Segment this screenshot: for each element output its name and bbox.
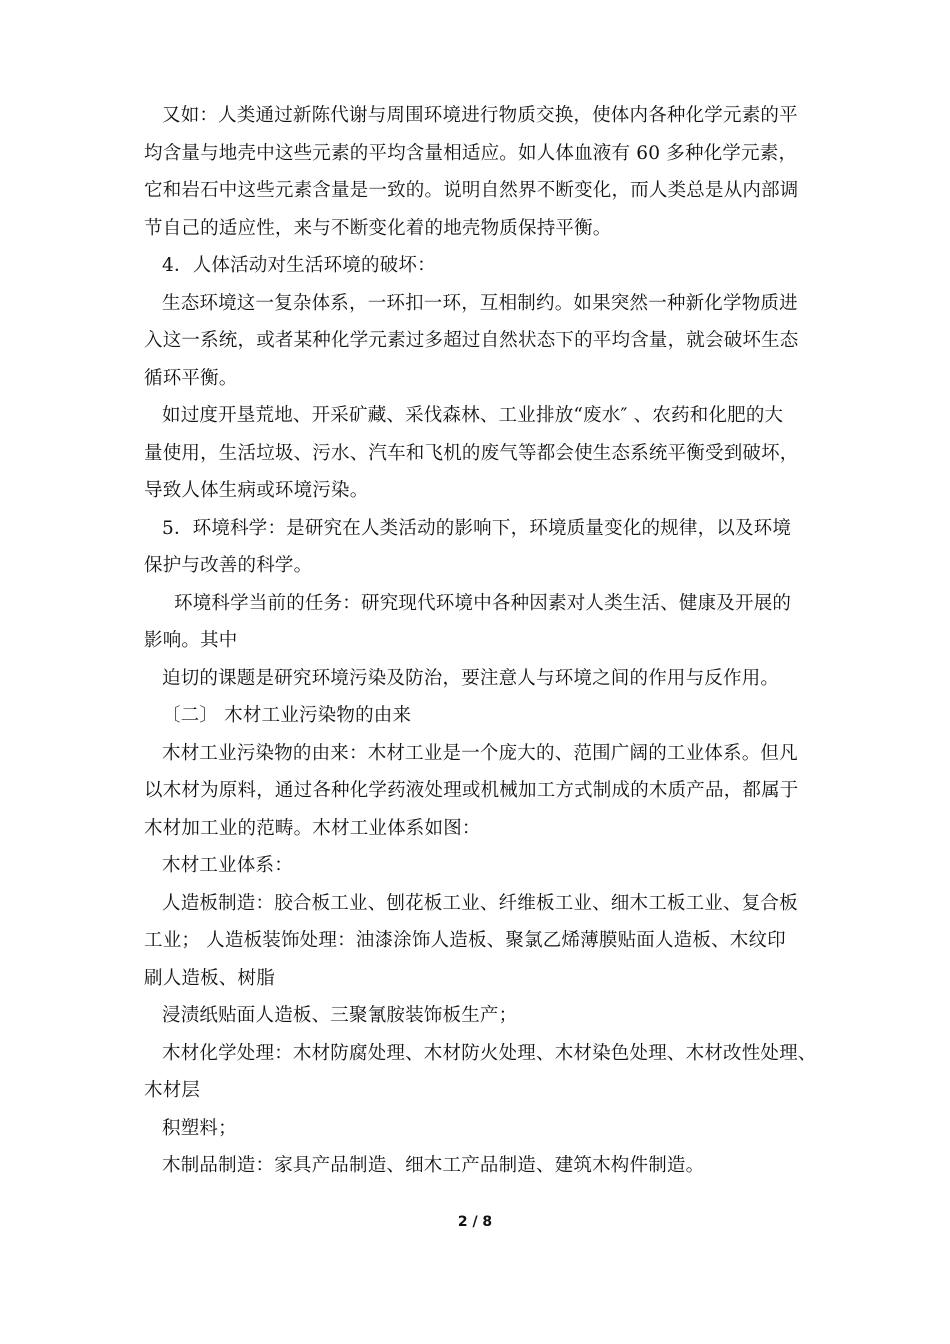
text-line: 它和岩石中这些元素含量是一致的。说明自然界不断变化，而人类总是从内部调 [144,180,799,201]
text-line: 木材层 [144,1080,201,1101]
text-line: 节自己的适应性，来与不断变化着的地壳物质保持平衡。 [144,218,612,239]
text-line: 环境科学当前的任务：研究现代环境中各种因素对人类生活、健康及开展的 [174,593,792,614]
text-line: 木材加工业的范畴。木材工业体系如图： [144,818,481,839]
text-line: 入这一系统，或者某种化学元素过多超过自然状态下的平均含量，就会破坏生态 [144,330,799,351]
text-line: 保护与改善的科学。 [144,555,313,576]
text-line: 均含量与地壳中这些元素的平均含量相适应。如人体血液有 60 多种化学元素， [144,143,798,164]
text-line: 生态环境这一复杂体系，一环扣一环，互相制约。如果突然一种新化学物质进 [162,293,798,314]
text-line: 影响。其中 [144,630,238,651]
text-line: 木材工业体系： [162,855,293,876]
text-line: 以木材为原料，通过各种化学药液处理或机械加工方式制成的木质产品，都属于 [144,780,799,801]
text-line: 工业； 人造板装饰处理：油漆涂饰人造板、聚氯乙烯薄膜贴面人造板、木纹印 [144,930,786,951]
text-line: 积塑料； [162,1118,237,1139]
text-line: 如过度开垦荒地、开采矿藏、采伐森林、工业排放“废水″ 、农药和化肥的大 [162,405,784,426]
text-line: 5．环境科学：是研究在人类活动的影响下，环境质量变化的规律，以及环境 [162,518,792,539]
text-line: 迫切的课题是研究环境污染及防治，要注意人与环境之间的作用与反作用。 [162,668,780,689]
text-line: 木材化学处理：木材防腐处理、木材防火处理、木材染色处理、木材改性处理、 [162,1043,817,1064]
text-line: 刷人造板、树脂 [144,968,275,989]
text-line: 人造板制造：胶合板工业、刨花板工业、纤维板工业、细木工板工业、复合板 [162,893,798,914]
text-line: 木制品制造：家具产品制造、细木工产品制造、建筑木构件制造。 [162,1155,705,1176]
text-line: 循环平衡。 [144,368,238,389]
text-line: 4．人体活动对生活环境的破坏： [162,255,436,276]
text-line: 导致人体生病或环境污染。 [144,480,369,501]
page-number: 2 / 8 [457,1214,493,1230]
text-line: 量使用，生活垃圾、污水、汽车和飞机的废气等都会使生态系统平衡受到破坏， [144,443,799,464]
text-line: 又如：人类通过新陈代谢与周围环境进行物质交换，使体内各种化学元素的平 [162,105,798,126]
text-line: 〔二〕 木材工业污染物的由来 [162,705,412,726]
text-line: 木材工业污染物的由来：木材工业是一个庞大的、范围广阔的工业体系。但凡 [162,743,798,764]
text-line: 浸渍纸贴面人造板、三聚氰胺装饰板生产； [162,1005,518,1026]
